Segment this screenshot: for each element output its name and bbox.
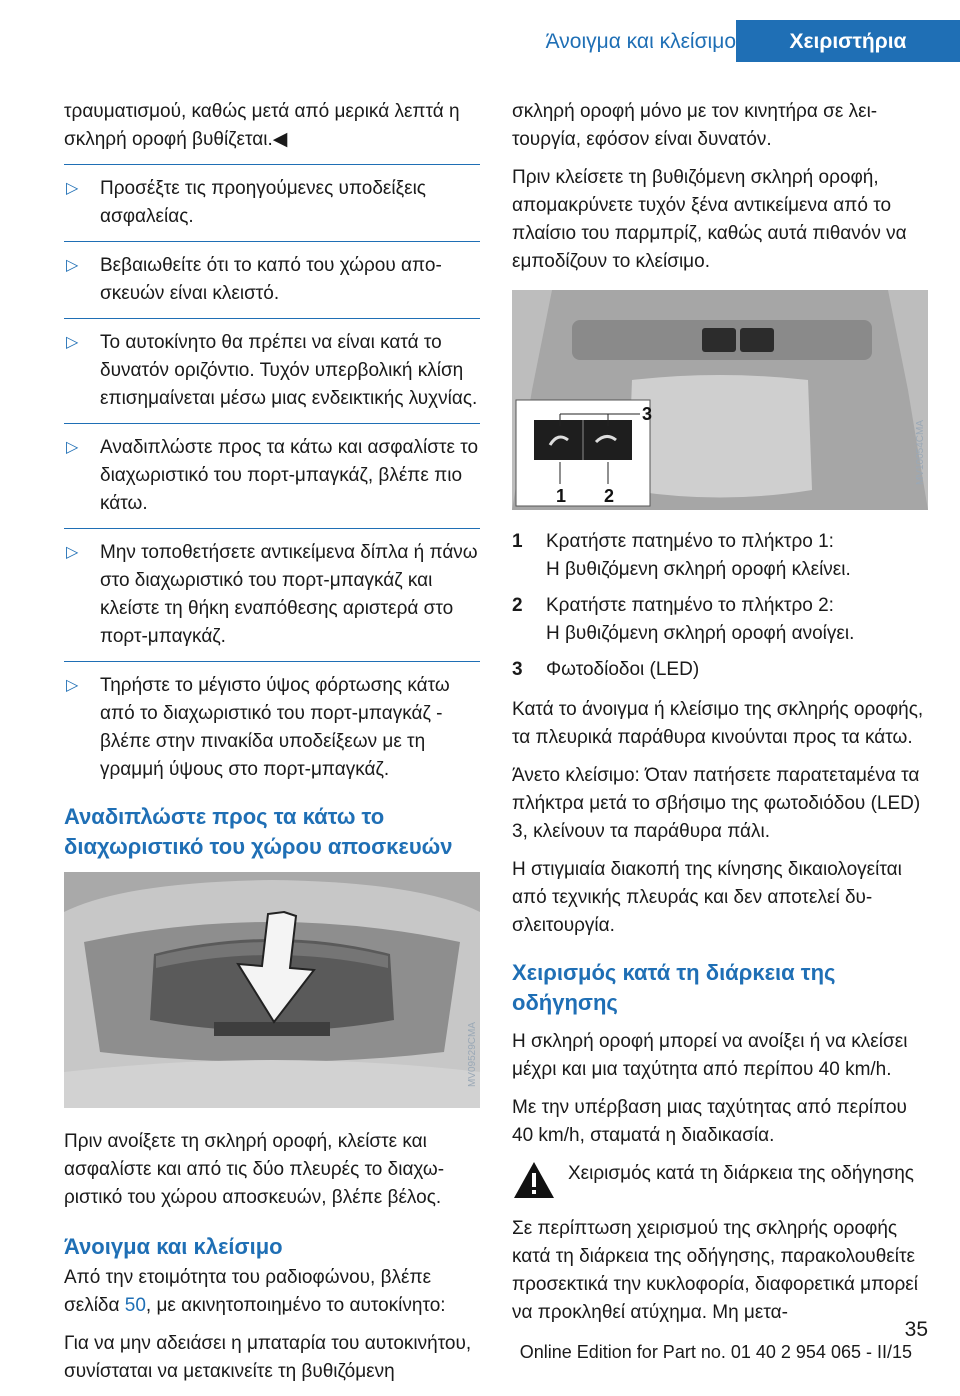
- warning-box: [512, 1160, 928, 1205]
- triangle-bullet-icon: ▷: [66, 544, 79, 561]
- legend-item: 2 Κρατήστε πατημένο το πλήκτρο 2: Η βυθιζόμενη σκληρή οροφή ανοίγει.: [512, 595, 855, 644]
- paragraph: Πριν κλείσετε τη βυθιζόμενη σκληρή οροφή, απομακρύνετε τυχόν ξένα αντικείμενα από το πλαίσιο του παρμπρίζ, καθώς αυτά πιθανόν να εμποδίζουν το κλείσιμο.: [512, 167, 907, 272]
- legend-item: 3 Φωτοδίοδοι (LED): [512, 659, 700, 680]
- triangle-bullet-icon: ▷: [66, 334, 79, 351]
- callout-3: 3: [642, 404, 653, 424]
- online-edition-note: Online Edition for Part no. 01 40 2 954 065 - II/15: [519, 1342, 912, 1362]
- section-heading: Χειρισμός κατά τη διάρκεια της οδήγησης: [512, 960, 836, 1015]
- console-illustration: [512, 290, 928, 510]
- bullet-item: ▷ Προσέξτε τις προηγούμενες υποδείξεις ασφαλείας.: [64, 175, 480, 231]
- trunk-illustration: [64, 872, 480, 1108]
- left-column: [64, 98, 480, 1396]
- paragraph: Άνετο κλείσιμο: Όταν πατήσετε παρατεταμένα τα πλήκτρα μετά το σβήσιμο της φωτοδιόδου (LED) 3, κλείνουν τα παράθυρα πάλι.: [512, 765, 921, 842]
- paragraph: Κατά το άνοιγμα ή κλείσιμο της σκληρής οροφής, τα πλευρικά παράθυρα κινούνται προς τα κάτω.: [512, 699, 924, 748]
- triangle-bullet-icon: ▷: [66, 677, 79, 694]
- image-code: MV10054CMA: [915, 420, 926, 486]
- bullet-item: ▷ Βεβαιωθείτε ότι το καπό του χώρου αποσκευών είναι κλειστό.: [64, 252, 480, 308]
- right-column: [512, 98, 928, 1337]
- paragraph: σκληρή οροφή μόνο με τον κινητήρα σε λειτουργία, εφόσον είναι δυνατόν.: [512, 101, 878, 150]
- paragraph: Με την υπέρβαση μιας ταχύτητας από περίπου 40 km/h, σταματά η διαδικασία.: [512, 1097, 907, 1146]
- divider: [64, 423, 480, 424]
- legend-list: [512, 528, 928, 684]
- roof-buttons-image: [512, 290, 928, 510]
- warning-triangle-icon: [512, 1160, 568, 1205]
- paragraph: Από την ετοιμότητα του ραδιοφώνου, βλέπε σελίδα 50, με ακινητοποιημένο το αυτοκίνητο:: [64, 1267, 446, 1316]
- divider: [64, 318, 480, 319]
- trunk-partition-image: [64, 872, 480, 1108]
- divider: [64, 164, 480, 165]
- chapter-tab: Χειριστήρια: [736, 20, 960, 62]
- paragraph: Πριν ανοίξετε τη σκληρή οροφή, κλείστε και ασφαλίστε και από τις δύο πλευρές το διαχωριστικό του χώρου αποσκευών, βλέπε βέλος.: [64, 1131, 445, 1208]
- callout-1: 1: [556, 486, 567, 506]
- callout-2: 2: [604, 486, 615, 506]
- paragraph: Για να μην αδειάσει η μπαταρία του αυτοκινήτου, συνίσταται να μετακινείτε τη βυθιζόμενη: [64, 1333, 472, 1382]
- triangle-bullet-icon: ▷: [66, 180, 79, 197]
- divider: [64, 528, 480, 529]
- legend-item: 1 Κρατήστε πατημένο το πλήκτρο 1: Η βυθιζόμενη σκληρή οροφή κλείνει.: [512, 531, 851, 580]
- bullet-item: ▷ Μην τοποθετήσετε αντικείμενα δίπλα ή πάνω στο διαχωριστικό του πορτ-μπαγκάζ και κλείστε τη θήκη εναπόθεσης αριστερά στο πορτ-μπαγκάζ.: [64, 539, 480, 651]
- divider: [64, 241, 480, 242]
- bullet-item: ▷ Αναδιπλώστε προς τα κάτω και ασφαλίστε το διαχωριστικό του πορτ-μπαγκάζ, βλέπε πιο κάτω.: [64, 434, 480, 518]
- paragraph: Η στιγμιαία διακοπή της κίνησης δικαιολογείται από τεχνικής πλευράς και δεν αποτελεί δυσλειτουργία.: [512, 859, 902, 936]
- section-title: Άνοιγμα και κλείσιμο: [545, 30, 736, 53]
- paragraph: Σε περίπτωση χειρισμού της σκληρής οροφής κατά τη διάρκεια της οδήγησης, παρακολουθείτε προσεκτικά την κυκλοφορία, διαφορετικά μπορεί να προκληθεί ατύχημα. Μη μετα-: [512, 1218, 918, 1323]
- bullet-item: ▷ Τηρήστε το μέγιστο ύψος φόρτωσης κάτω από το διαχωριστικό του πορτ-μπαγκάζ - βλέπε στην πινακίδα υποδείξεων με τη γραμμή ύψους στο πορτ-μπαγκάζ.: [64, 672, 480, 784]
- triangle-bullet-icon: ▷: [66, 257, 79, 274]
- bullet-item: ▷ Το αυτοκίνητο θα πρέπει να είναι κατά το δυνατόν οριζόντιο. Τυχόν υπερβολική κλίση επισημαίνεται μέσω μιας ενδεικτικής λυχνίας.: [64, 329, 480, 413]
- divider: [64, 661, 480, 662]
- warning-title: Χειρισμός κατά τη διάρκεια της οδήγησης: [568, 1163, 914, 1184]
- intro-text: τραυματισμού, καθώς μετά από μερικά λεπτά η σκληρή οροφή βυθίζεται.◀: [64, 101, 460, 150]
- section-heading: Άνοιγμα και κλείσιμο: [64, 1234, 283, 1259]
- page-number: 35: [904, 1318, 928, 1341]
- page-link[interactable]: 50: [124, 1295, 146, 1316]
- image-code: MV09529CMA: [467, 1022, 478, 1088]
- section-heading: Αναδιπλώστε προς τα κάτω το διαχωριστικό του χώρου αποσκευών: [64, 804, 453, 859]
- page-header: [0, 20, 960, 62]
- triangle-bullet-icon: ▷: [66, 439, 79, 456]
- paragraph: Η σκληρή οροφή μπορεί να ανοίξει ή να κλείσει μέχρι και μια ταχύτητα από περίπου 40 km/h.: [512, 1031, 908, 1080]
